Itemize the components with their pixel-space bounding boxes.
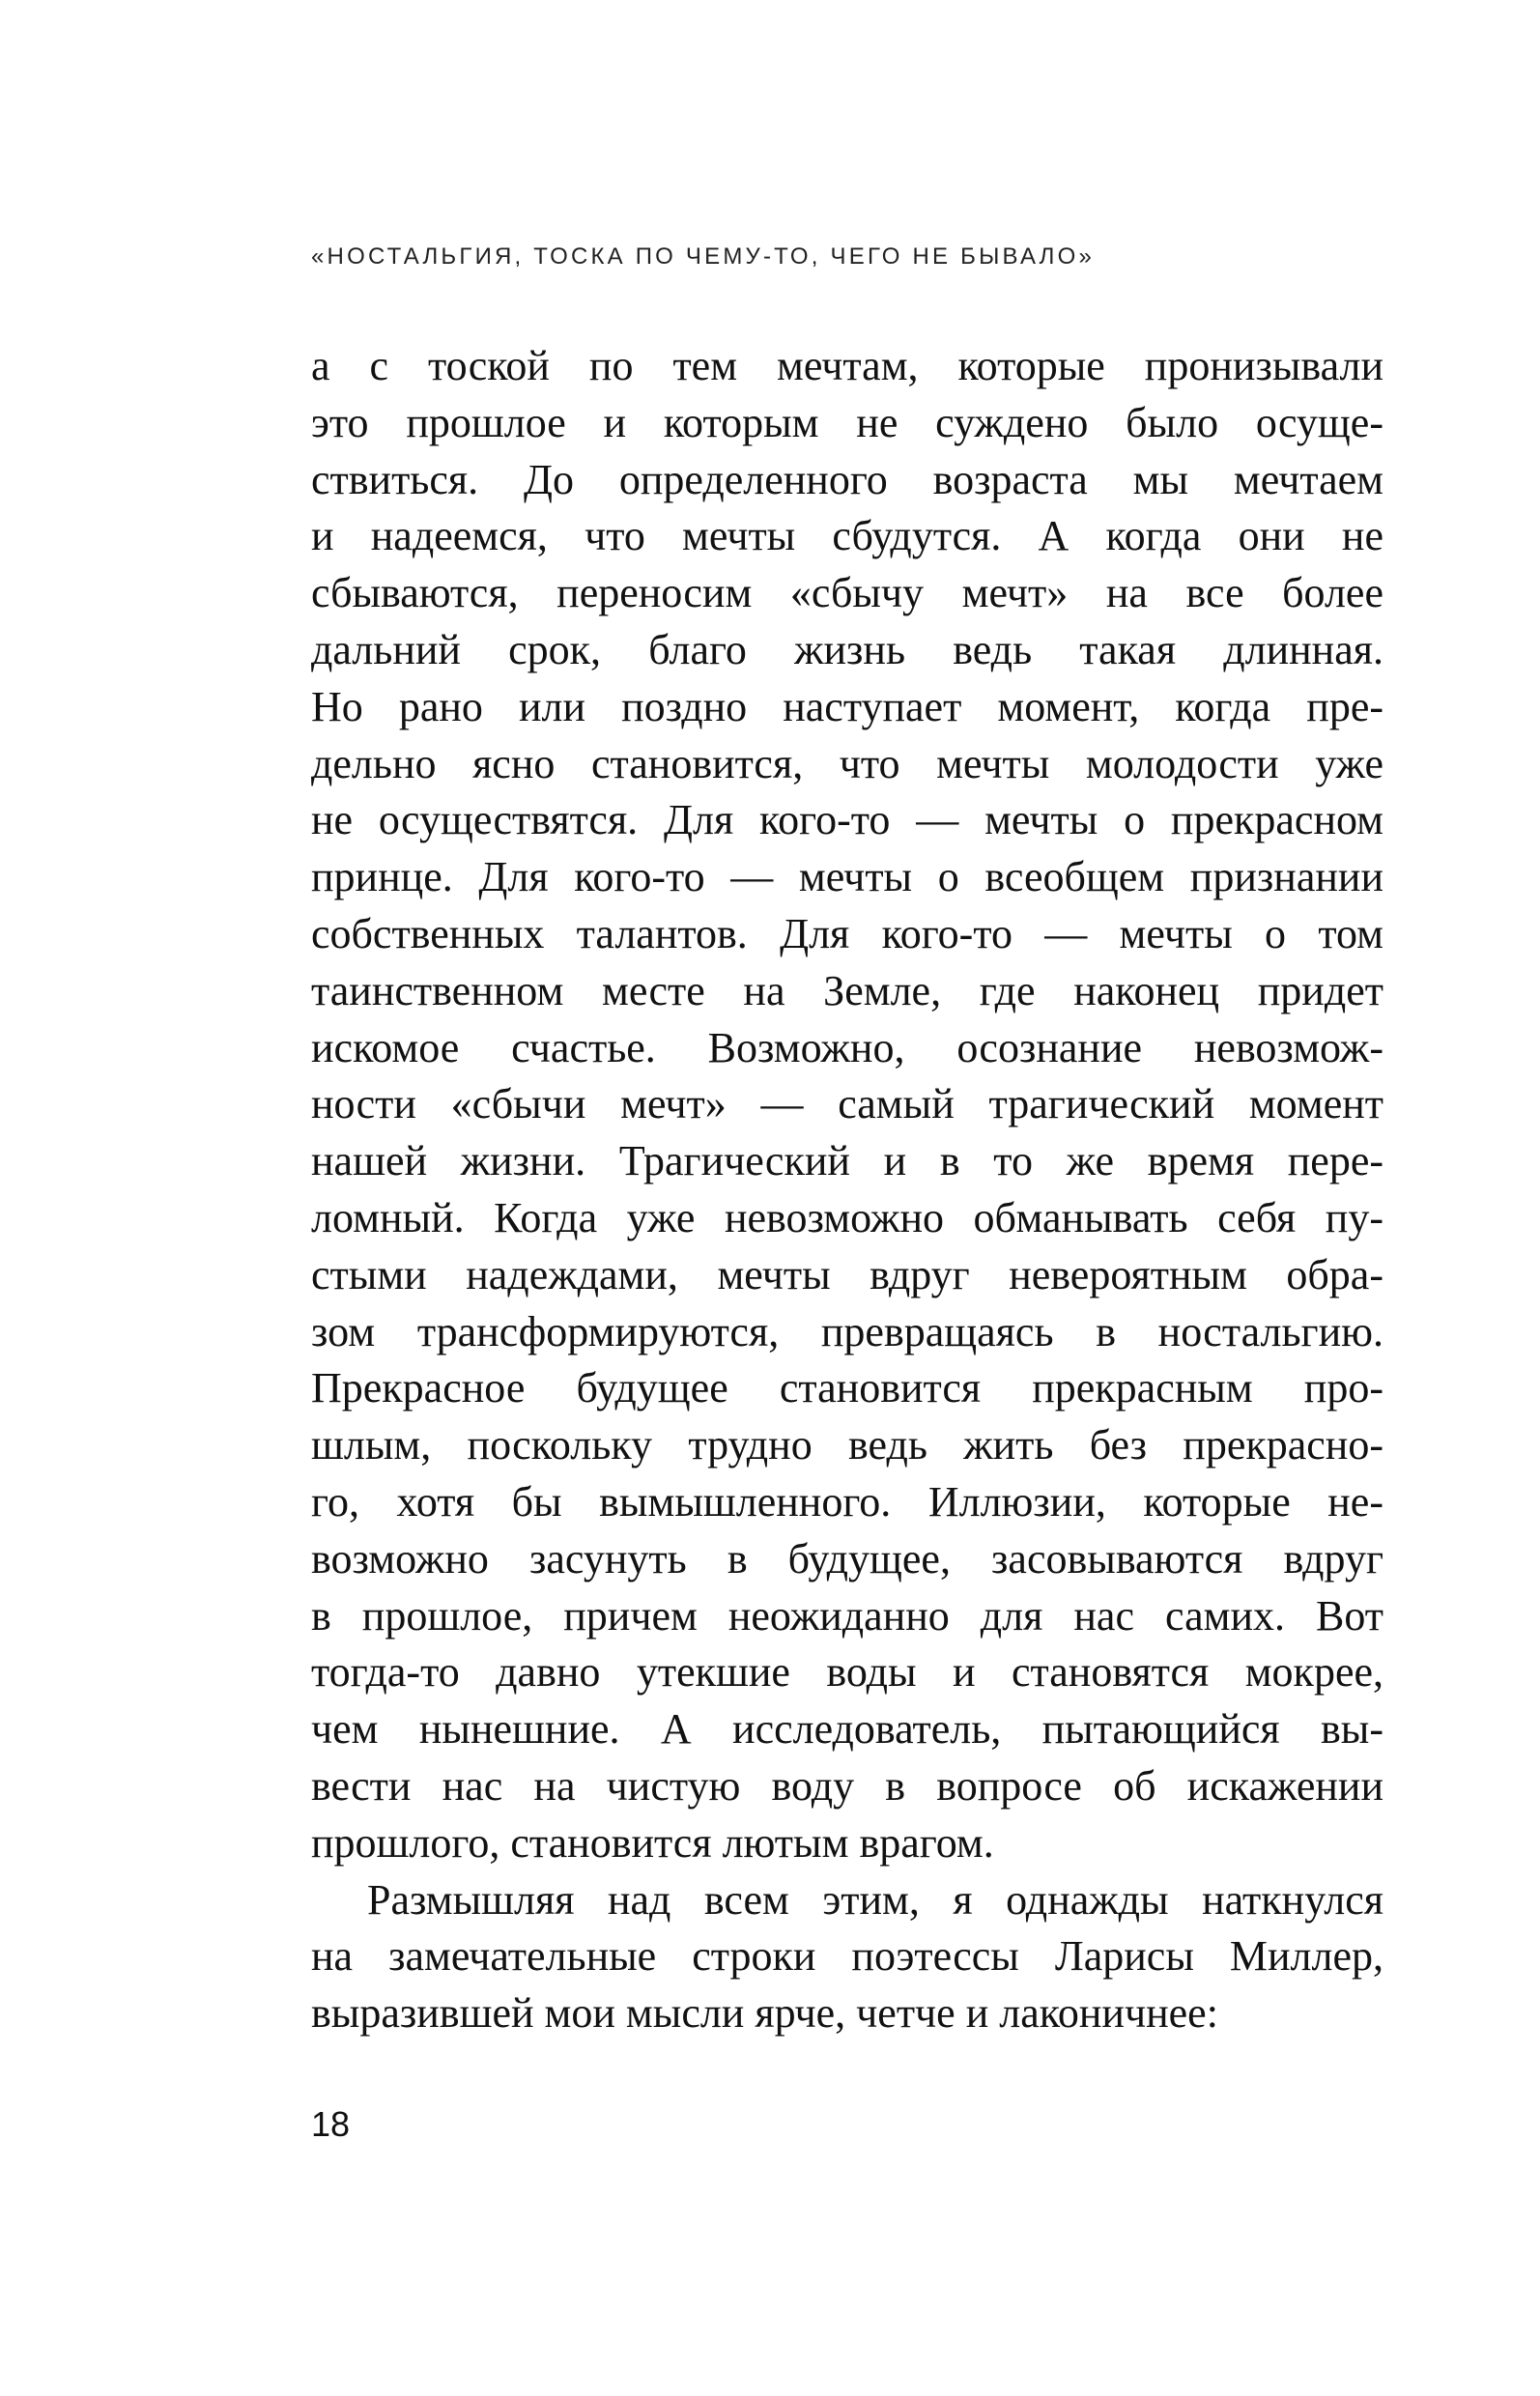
text-line: а с тоской по тем мечтам, которые пронизывали bbox=[311, 342, 1383, 389]
text-line: нашей жизни. Трагический и в то же время пере- bbox=[311, 1137, 1383, 1185]
text-line: на замечательные строки поэтессы Ларисы Миллер, bbox=[311, 1932, 1383, 1981]
text-line: сбываются, переносим «сбычу мечт» на все более bbox=[311, 569, 1383, 617]
text-line: возможно засунуть в будущее, засовываются вдруг bbox=[311, 1534, 1383, 1583]
page-number: 18 bbox=[311, 2104, 351, 2144]
text-line: зом трансформируются, превращаясь в ностальгию. bbox=[311, 1307, 1383, 1355]
text-line: стыми надеждами, мечты вдруг невероятным обра- bbox=[311, 1250, 1383, 1298]
text-line: это прошлое и которым не суждено было осуще- bbox=[311, 398, 1383, 446]
text-line: и надеемся, что мечты сбудутся. А когда они не bbox=[311, 512, 1383, 560]
text-line: Но рано или поздно наступает момент, когда пре- bbox=[311, 682, 1383, 730]
paragraph bbox=[311, 1872, 1383, 2042]
text-line: го, хотя бы вымышленного. Иллюзии, которые не- bbox=[311, 1477, 1383, 1526]
text-line: вести нас на чистую воду в вопросе об искажении bbox=[311, 1761, 1383, 1810]
text-line: дельно ясно становится, что мечты молодости уже bbox=[311, 739, 1383, 787]
text-line: прошлого, становится лютым врагом. bbox=[311, 1818, 994, 1867]
text-line: дальний срок, благо жизнь ведь такая длинная. bbox=[311, 625, 1383, 673]
text-line: таинственном месте на Земле, где наконец придет bbox=[311, 966, 1383, 1014]
text-line: не осуществятся. Для кого-то — мечты о прекрасном bbox=[311, 796, 1383, 844]
text-line: ности «сбычи мечт» — самый трагический момент bbox=[311, 1080, 1383, 1128]
text-line: ствиться. До определенного возраста мы мечтаем bbox=[311, 455, 1383, 503]
text-line: чем нынешние. А исследователь, пытающийся вы- bbox=[311, 1705, 1383, 1754]
text-line: искомое счастье. Возможно, осознание невозмож- bbox=[311, 1023, 1383, 1071]
text-line: шлым, поскольку трудно ведь жить без прекрасно- bbox=[311, 1421, 1383, 1469]
text-line: тогда-то давно утекшие воды и становятся мокрее, bbox=[311, 1648, 1383, 1697]
text-line: Размышляя над всем этим, я однажды наткнулся bbox=[367, 1875, 1383, 1924]
page-body-text bbox=[311, 338, 1383, 2042]
running-header: «НОСТАЛЬГИЯ, ТОСКА ПО ЧЕМУ-ТО, ЧЕГО НЕ БЫВАЛО» bbox=[311, 243, 1096, 270]
text-line: собственных талантов. Для кого-то — мечты о том bbox=[311, 909, 1383, 957]
text-line: Прекрасное будущее становится прекрасным про- bbox=[311, 1364, 1383, 1412]
text-line: ломный. Когда уже невозможно обманывать себя пу- bbox=[311, 1193, 1383, 1241]
text-line: выразившей мои мысли ярче, четче и лаконичнее: bbox=[311, 1989, 1218, 2038]
text-line: в прошлое, причем неожиданно для нас самих. Вот bbox=[311, 1591, 1383, 1640]
paragraph bbox=[311, 338, 1383, 1872]
text-line: принце. Для кого-то — мечты о всеобщем признании bbox=[311, 853, 1383, 901]
